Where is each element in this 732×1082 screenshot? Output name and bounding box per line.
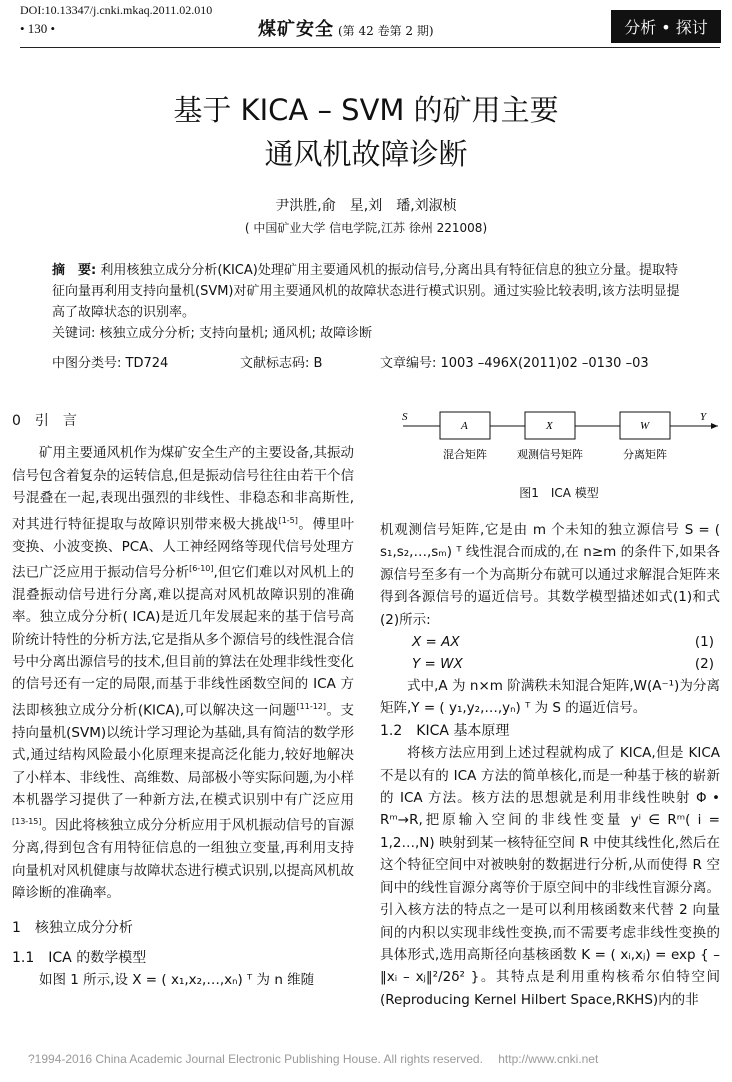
- abstract-text: 利用核独立成分分析(KICA)处理矿用主要通风机的振动信号,分离出具有特征信息的独立分量。提取特征向量再利用支持向量机(SVM)对矿用主要通风机的故障状态进行模式识别。通过实验比较表明,该方法明显提高了故障状态的识别率。: [52, 263, 680, 320]
- equation-1: [380, 631, 720, 653]
- affiliation: ( 中国矿业大学 信电学院,江苏 徐州 221008): [244, 221, 488, 235]
- intro-text-4: 。支持向量机(SVM)以统计学习理论为基础,具有简洁的数学形式,通过结构风险最小化原理来提高泛化能力,较好地解决了小样本、非线性、高维数、局部极小等实际问题,为小样本机器学习提供了一种新方法,在模式识别中有广泛应用: [12, 702, 354, 808]
- intro-paragraph: [12, 442, 354, 904]
- left-column: [12, 410, 354, 992]
- keywords-label: 关键词:: [52, 326, 96, 341]
- clc-number: 中图分类号: TD724: [52, 356, 169, 371]
- document-code: 文献标志码: B: [240, 356, 323, 371]
- label-x: X: [546, 420, 553, 432]
- intro-text-1: 矿用主要通风机作为煤矿安全生产的主要设备,其振动信号包含着复杂的运转信息,但是振动信号往往由若干个信号混叠在一起,表现出强烈的非线性、非稳态和非高斯性,对其进行特征提取与故障识别带来极大挑战: [12, 445, 354, 533]
- sublabel-mixing: 混合矩阵: [443, 448, 487, 461]
- article-title-line2: 通风机故障诊断: [264, 137, 468, 171]
- page-number: • 130 •: [20, 21, 56, 36]
- section-tag: 分析 • 探讨: [611, 10, 721, 43]
- figure-caption: 图1 ICA 模型: [519, 486, 599, 500]
- label-w: W: [640, 420, 650, 432]
- journal-title: 煤矿安全: [258, 19, 334, 40]
- equation-explanation: 式中,A 为 n×m 阶满秩未知混合矩阵,W(A⁻¹)为分离矩阵,Y = ( y₁,y₂,…,yₙ) ᵀ 为 S 的逼近信号。: [380, 678, 720, 717]
- equation-2-number: (2): [694, 656, 714, 673]
- equation-2-body: Y = WX: [412, 656, 463, 673]
- authors: 尹洪胜,俞 星,刘 璠,刘淑桢: [275, 198, 457, 214]
- abstract-label: 摘 要:: [52, 263, 97, 278]
- citation-4: [13-15]: [12, 817, 42, 827]
- section-1-1-text: 如图 1 所示,设 X = ( x₁,x₂,…,xₙ) ᵀ 为 n 维随: [39, 972, 315, 989]
- section-1-1-heading: 1.1 ICA 的数学模型: [12, 949, 147, 966]
- label-y: Y: [700, 411, 707, 423]
- doi-text: DOI:10.13347/j.cnki.mkaq.2011.02.010: [20, 3, 213, 17]
- article-number: 文章编号: 1003 –496X(2011)02 –0130 –03: [380, 356, 649, 371]
- copyright-watermark: ?1994-2016 China Academic Journal Electronic Publishing House. All rights reserved. http://www.cnki.net: [28, 1052, 599, 1066]
- keywords-text: 核独立成分分析; 支持向量机; 通风机; 故障诊断: [99, 326, 373, 341]
- header-divider: [20, 47, 720, 48]
- citation-1: [1-5]: [278, 515, 298, 525]
- citation-2: [6-10]: [189, 563, 214, 573]
- intro-text-5: 。因此将核独立成分分析应用于风机振动信号的盲源分离,得到包含有用特征信息的一组独立变量,再利用支持向量机对风机健康与故障状态进行模式识别,以提高风机故障诊断的准确率。: [12, 817, 354, 902]
- equation-1-body: X = AX: [412, 634, 460, 651]
- arrow-head: [711, 423, 718, 429]
- sublabel-separation: 分离矩阵: [623, 448, 667, 461]
- sublabel-observed: 观测信号矩阵: [517, 448, 583, 461]
- intro-text-2: 。傅里叶变换、小波变换、PCA、人工神经网络等现代信号处理方法已广泛应用于振动信号分析: [12, 516, 355, 581]
- label-a: A: [461, 420, 468, 432]
- abstract-block: [52, 260, 684, 344]
- journal-name: [258, 15, 434, 41]
- right-column: [380, 519, 720, 1011]
- section-0-heading: 0 引 言: [12, 413, 77, 429]
- ica-model-paragraph: 机观测信号矩阵,它是由 m 个未知的独立源信号 S = ( s₁,s₂,…,sₘ) ᵀ 线性混合而成的,在 n≥m 的条件下,如果各源信号至多有一个为高斯分布就可以通过求解混合矩阵来得到各源信号的逼近信号。其数学模型描述如式(1)和式(2)所示:: [380, 522, 720, 628]
- section-1-heading: 1 核独立成分分析: [12, 919, 133, 936]
- label-s: S: [402, 411, 408, 423]
- keywords: [52, 323, 684, 344]
- equation-1-number: (1): [694, 634, 714, 651]
- article-title-line1: 基于 KICA – SVM 的矿用主要: [173, 93, 559, 127]
- intro-text-3: ,但它们难以对风机上的混叠振动信号进行分离,难以提高对风机故障识别的准确率。独立成分分析( ICA)是近几年发展起来的基于信号高阶统计特性的分析方法,它是指从多个源信号的线性混合信号中分离出源信号的技术,但目前的算法在处理非线性变化的信号还有一定的局限,而基于非线性函数空间的 ICA 方法即核独立成分分析(KICA),可以解决这一问题: [12, 564, 355, 719]
- citation-3: [11-12]: [296, 701, 327, 711]
- equation-2: [380, 653, 720, 675]
- journal-volume: (第 42 卷第 2 期): [338, 24, 434, 38]
- abstract: [52, 260, 684, 323]
- kica-principle-paragraph: 将核方法应用到上述过程就构成了 KICA,但是 KICA 不是以有的 ICA 方法的简单核化,而是一种基于核的崭新的 ICA 方法。核方法的思想就是利用非线性映射 Φ • Rᵐ→R,把原输入空间的非线性变量 yⁱ ∈ Rᵐ( i = 1,2…,N) 映射到某一核特征空间 R 中使其线性化,然后在这个特征空间中对被映射的数据进行分析,从而使得 R 空间中的线性盲源分离等价于原空间中的非线性盲源分离。引入核方法的特点之一是可以利用核函数来代替 2 向量间的内积以实现非线性变换,而不需要考虑非线性变换的具体形式,选用高斯径向基核函数 K = ( xᵢ,xⱼ) = exp { –‖xᵢ – xⱼ‖²/2δ² }。其特点是利用重构核希尔伯特空间(Reproducing Kernel Hilbert Space,RKHS)内的非: [380, 745, 720, 1008]
- section-1-2-heading: 1.2 KICA 基本原理: [380, 722, 510, 739]
